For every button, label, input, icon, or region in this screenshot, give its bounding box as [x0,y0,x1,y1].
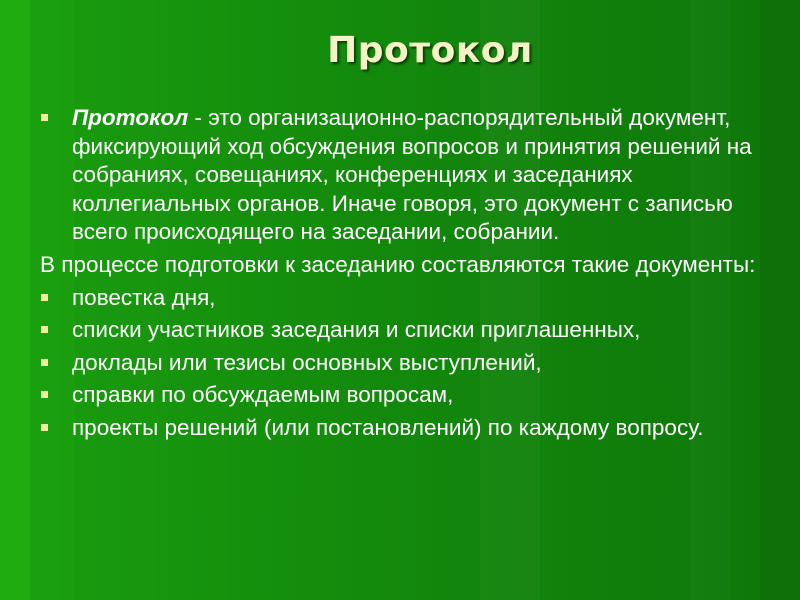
intro-paragraph: В процессе подготовки к заседанию составляются такие документы: [40,251,756,277]
bullet-icon [41,326,48,333]
list-item-text: проекты решений (или постановлений) по каждому вопросу. [72,414,704,440]
list-item-text: списки участников заседания и списки приглашенных, [72,317,641,343]
slide-title: Протокол [327,30,533,71]
list-item-text: справки по обсуждаемым вопросам, [72,382,454,408]
definition-term: Протокол [72,105,189,130]
slide-body [40,104,780,443]
bullet-icon [41,114,48,121]
list-item [40,316,780,345]
list-item [40,284,780,313]
definition-item [40,104,780,247]
bullet-icon [41,424,48,431]
bullet-icon [41,294,48,301]
background-stripe [0,0,30,600]
list-item-text: повестка дня, [72,284,216,310]
list-item [40,381,780,410]
list-item-text: доклады или тезисы основных выступлений, [72,349,542,375]
bullet-icon [41,391,48,398]
list-item [40,349,780,378]
bullet-icon [41,359,48,366]
list-item [40,414,780,443]
definition-text: - это организационно-распорядительный документ, фиксирующий ход обсуждения вопросов и принятия решений на собраниях, совещаниях, конференциях и заседаниях коллегиальных органов. Иначе говоря, это документ с записью всего происходящего на заседании, собрании. [72,105,752,245]
